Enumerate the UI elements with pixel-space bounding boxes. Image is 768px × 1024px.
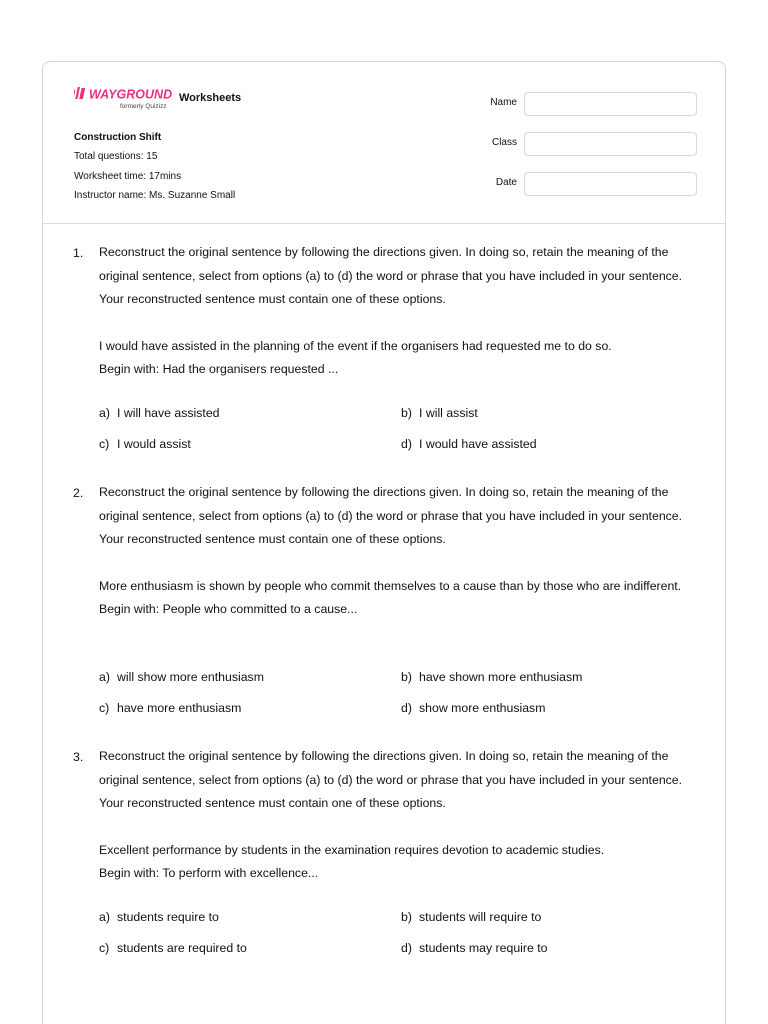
option-b[interactable]: b) I will assist	[401, 406, 478, 420]
wayground-logo-icon	[74, 86, 174, 102]
option-c[interactable]: c) students are required to	[99, 941, 247, 955]
instructor-name: Instructor name: Ms. Suzanne Small	[74, 189, 236, 201]
prompt-begin-with: Begin with: People who committed to a cause...	[99, 602, 358, 617]
question-prompt	[99, 335, 699, 382]
option-a[interactable]: a) students require to	[99, 910, 219, 924]
question-stem: Reconstruct the original sentence by following the directions given. In doing so, retain the meaning of the original sentence, select from options (a) to (d) the word or phrase that you have included in your sentence. Your reconstructed sentence must contain one of these options.	[99, 245, 683, 307]
prompt-sentence: Excellent performance by students in the examination requires devotion to academic studies.	[99, 842, 605, 857]
name-field-row	[443, 92, 697, 116]
question-number: 1.	[73, 246, 84, 260]
question-stem: Reconstruct the original sentence by following the directions given. In doing so, retain the meaning of the original sentence, select from options (a) to (d) the word or phrase that you have included in your sentence. Your reconstructed sentence must contain one of these options.	[99, 749, 683, 811]
prompt-begin-with: Begin with: Had the organisers requested ...	[99, 362, 339, 377]
option-c[interactable]: c) have more enthusiasm	[99, 701, 242, 715]
question-number: 3.	[73, 750, 84, 764]
class-field-row	[443, 132, 697, 156]
worksheet-title: Construction Shift	[74, 132, 162, 143]
worksheet-header	[43, 62, 725, 224]
section-label: Worksheets	[179, 92, 242, 104]
option-b[interactable]: b) have shown more enthusiasm	[401, 670, 583, 684]
option-a[interactable]: a) I will have assisted	[99, 406, 220, 420]
option-a[interactable]: a) will show more enthusiasm	[99, 670, 264, 684]
question-stem: Reconstruct the original sentence by following the directions given. In doing so, retain the meaning of the original sentence, select from options (a) to (d) the word or phrase that you have included in your sentence. Your reconstructed sentence must contain one of these options.	[99, 485, 683, 547]
option-b[interactable]: b) students will require to	[401, 910, 542, 924]
option-c[interactable]: c) I would assist	[99, 437, 191, 451]
total-questions: Total questions: 15	[74, 151, 158, 163]
option-d[interactable]: d) I would have assisted	[401, 437, 537, 451]
worksheet-meta	[74, 128, 235, 205]
class-input[interactable]	[524, 132, 697, 156]
prompt-begin-with: Begin with: To perform with excellence...	[99, 866, 319, 881]
option-d[interactable]: d) show more enthusiasm	[401, 701, 546, 715]
date-field-row	[443, 172, 697, 196]
class-label: Class	[491, 137, 517, 148]
logo-wordmark: WAYGROUND	[89, 87, 173, 102]
option-d[interactable]: d) students may require to	[401, 941, 548, 955]
date-input[interactable]	[524, 172, 697, 196]
name-label: Name	[490, 97, 517, 108]
question-number: 2.	[73, 486, 84, 500]
prompt-sentence: I would have assisted in the planning of the event if the organisers had requested me to do so.	[99, 338, 612, 353]
date-label: Date	[495, 177, 517, 188]
name-input[interactable]	[524, 92, 697, 116]
worksheet-time: Worksheet time: 17mins	[74, 170, 182, 182]
logo-subtitle: formerly Quizizz	[120, 103, 167, 110]
question-prompt	[99, 839, 699, 886]
question-prompt	[99, 575, 699, 622]
prompt-sentence: More enthusiasm is shown by people who commit themselves to a cause than by those who are indifferent.	[99, 578, 682, 593]
